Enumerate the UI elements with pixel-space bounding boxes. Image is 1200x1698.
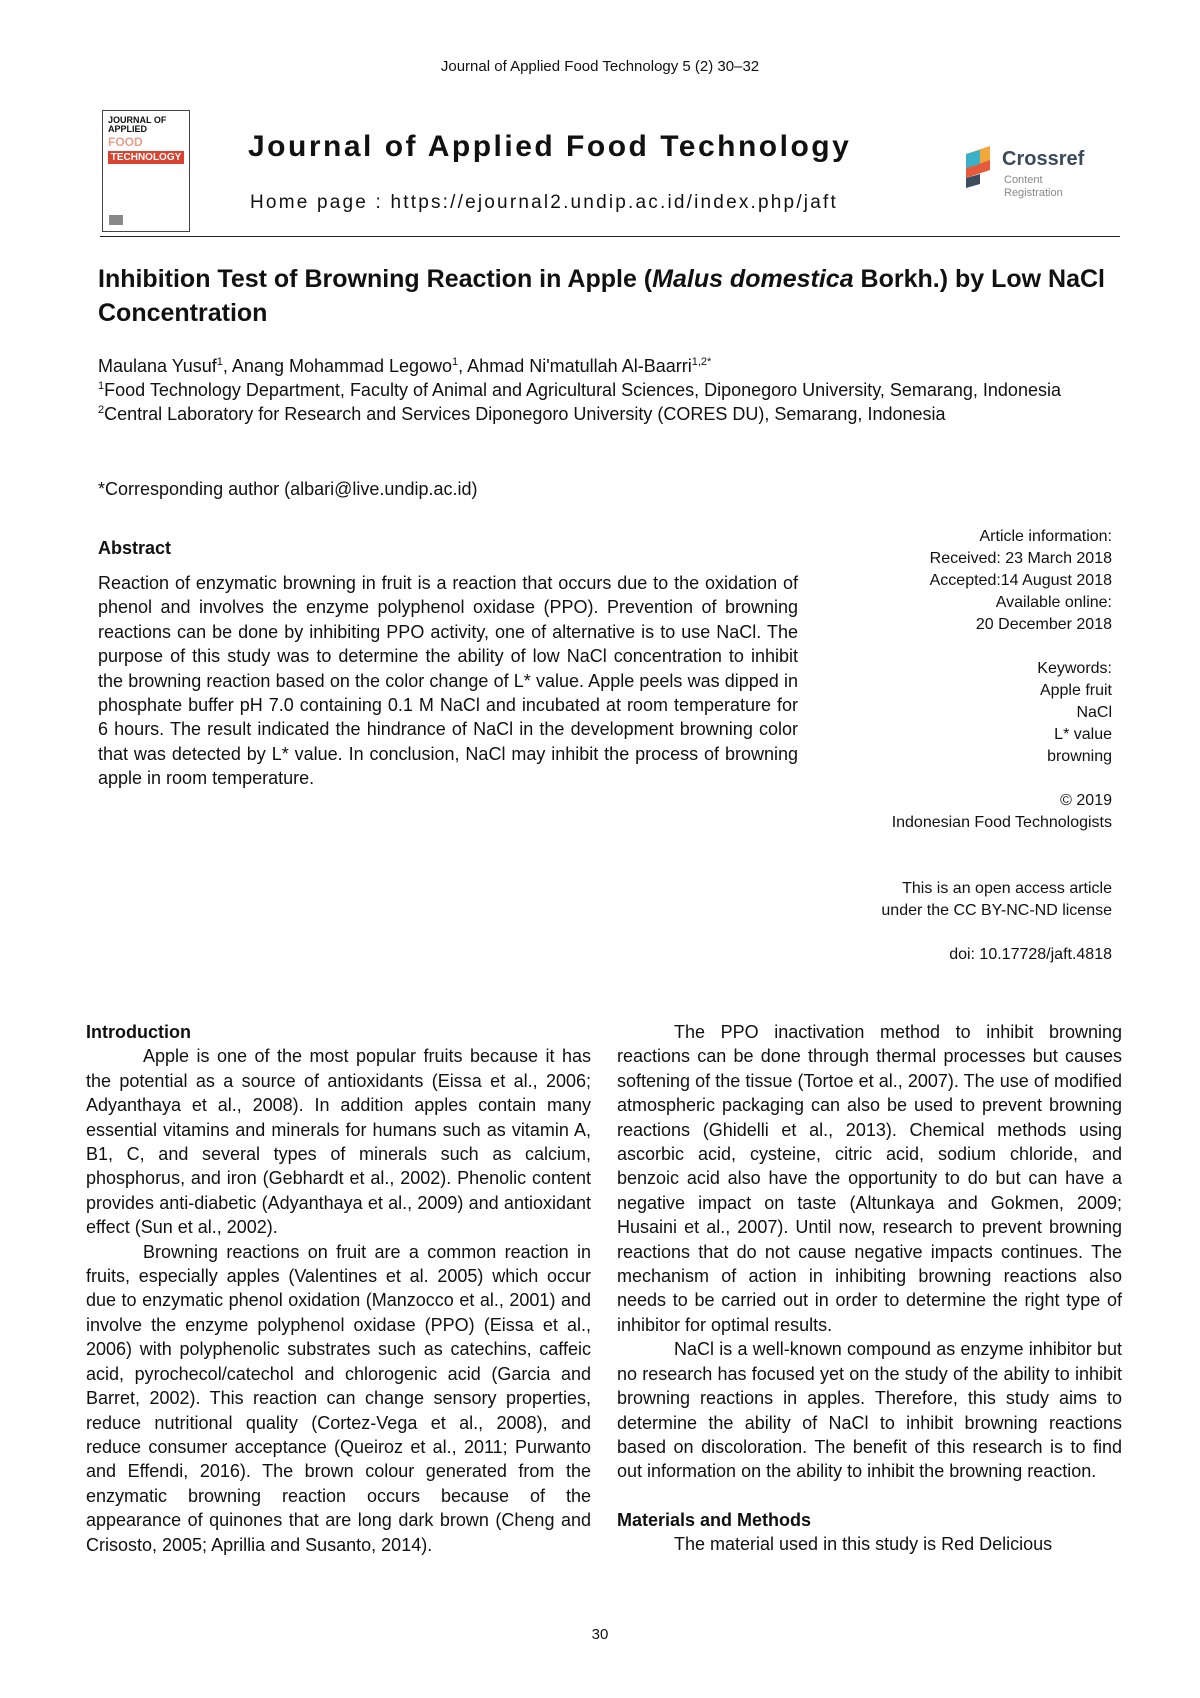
journal-homepage[interactable]: Home page : https://ejournal2.undip.ac.id/index.php/jaft (250, 192, 838, 213)
article-info-heading: Article information: (979, 528, 1112, 545)
body-paragraph: The PPO inactivation method to inhibit browning reactions can be done through thermal processes but causes softening of the tissue (Tortoe et al., 2007). The use of modified atmospheric packaging can also be used to prevent browning reactions (Ghidelli et al., 2013). Chemical methods using ascorbic acid, cysteine, citric acid, sodium chloride, and benzoic acid also have the opportunity to do but can have a negative impact on taste (Altunkaya and Gokmen, 2009; Husaini et al., 2007). Until now, research to prevent browning reactions that do not cause negative impacts continues. The mechanism of action in inhibiting browning reactions also needs to be carried out in order to determine the right type of inhibitor for optimal results. (617, 1022, 1122, 1335)
authors-block (98, 354, 1128, 426)
keyword: Apple fruit (1039, 682, 1112, 699)
crossref-icon (960, 140, 1000, 190)
author-list: Maulana Yusuf$^1$, Anang Mohammad Legowo$^1$, Ahmad Ni'matullah Al-Baarri$^{1,2*}$ (98, 356, 712, 376)
header-divider (100, 236, 1120, 237)
page-number: 30 (591, 1626, 609, 1643)
accepted-date: Accepted:14 August 2018 (929, 572, 1112, 589)
received-date: Received: 23 March 2018 (929, 550, 1112, 567)
copyright-year: © 2019 (1060, 792, 1112, 809)
keyword: L* value (1054, 726, 1112, 743)
keyword: browning (1047, 748, 1112, 765)
affiliation-1: $^1$Food Technology Department, Faculty of Animal and Agricultural Sciences, Diponegoro University, Semarang, Indonesia (98, 380, 1061, 400)
cover-footer-mark (109, 215, 123, 225)
cover-food: FOOD (108, 135, 143, 149)
publisher: Indonesian Food Technologists (891, 814, 1112, 831)
body-paragraph: The material used in this study is Red Delicious (674, 1534, 1053, 1555)
cover-technology: TECHNOLOGY (108, 151, 184, 164)
methods-heading: Materials and Methods (617, 1509, 812, 1530)
article-info-panel (820, 526, 1112, 966)
license-line-2[interactable]: under the CC BY-NC-ND license (881, 902, 1112, 919)
keywords-label: Keywords: (1037, 660, 1112, 677)
cover-title: JOURNAL OF APPLIED (108, 115, 167, 134)
introduction-heading: Introduction (86, 1022, 191, 1042)
keyword: NaCl (1076, 704, 1112, 721)
body-paragraph: NaCl is a well-known compound as enzyme inhibitor but no research has focused yet on the study of the ability to inhibit browning reactions in apples. Therefore, this study aims to determine the ability of NaCl to inhibit browning reactions based on discoloration. The benefit of this research is to find out information on the ability to inhibit the browning reaction. (617, 1339, 1122, 1482)
body-paragraph: Apple is one of the most popular fruits because it has the potential as a source of antioxidants (Eissa et al., 2006; Adyanthaya et al., 2008). In addition apples contain many essential vitamins and minerals for humans such as vitamin A, B1, C, and several types of minerals such as calcium, phosphorus, and iron (Gebhardt et al., 2002). Phenolic content provides anti-diabetic (Adyanthaya et al., 2009) and antioxidant effect (Sun et al., 2002). (86, 1046, 591, 1238)
body-column-right (617, 1020, 1122, 1557)
corresponding-author: *Corresponding author (albari@live.undip.ac.id) (98, 479, 478, 499)
crossref-subtitle: Content Registration (1004, 174, 1063, 199)
body-paragraph: Browning reactions on fruit are a common reaction in fruits, especially apples (Valentines et al. 2005) which occur due to enzymatic phenol oxidation (Manzocco et al., 2001) and involve the enzyme polyphenol oxidase (PPO) (Eissa et al., 2006) with polyphenolic substrates such as catechins, caffeic acid, pyrochecol/catechol and chlorogenic acid (Garcia and Barret, 2002). This reaction can change sensory properties, reduce nutritional quality (Cortez-Vega et al., 2008), and reduce consumer acceptance (Queiroz et al., 2011; Purwanto and Effendi, 2016). The brown colour generated from the enzymatic browning reaction occurs because of the appearance of quinones that are long dark brown (Cheng and Crisosto, 2005; Aprillia and Susanto, 2014). (86, 1241, 591, 1555)
body-column-left (86, 1020, 591, 1557)
article-title: Inhibition Test of Browning Reaction in Apple (Malus domestica Borkh.) by Low NaCl Concentration (98, 265, 1105, 327)
journal-name: Journal of Applied Food Technology (248, 130, 852, 163)
license-line-1: This is an open access article (902, 880, 1112, 897)
available-date: 20 December 2018 (975, 616, 1112, 633)
affiliation-2: $^2$Central Laboratory for Research and Services Diponegoro University (CORES DU), Semarang, Indonesia (98, 404, 946, 424)
crossref-wordmark: Crossref (1002, 148, 1085, 170)
journal-cover-image (102, 110, 190, 232)
running-head: Journal of Applied Food Technology 5 (2) 30–32 (440, 58, 760, 75)
available-label: Available online: (995, 594, 1112, 611)
abstract-heading: Abstract (98, 538, 172, 558)
abstract-text: Reaction of enzymatic browning in fruit is a reaction that occurs due to the oxidation of phenol and involves the enzyme polyphenol oxidase (PPO). Prevention of browning reactions can be done by inhibiting PPO activity, one of alternative is to use NaCl. The purpose of this study was to determine the ability of low NaCl concentration to inhibit the browning reaction based on the color change of L* value. Apple peels was dipped in phosphate buffer pH 7.0 containing 0.1 M NaCl and incubated at room temperature for 6 hours. The result indicated the hindrance of NaCl in the development browning color that was detected by L* value. In conclusion, NaCl may inhibit the process of browning apple in room temperature. (98, 573, 798, 789)
crossref-logo[interactable] (960, 140, 1090, 210)
doi-link[interactable]: doi: 10.17728/jaft.4818 (949, 946, 1112, 963)
